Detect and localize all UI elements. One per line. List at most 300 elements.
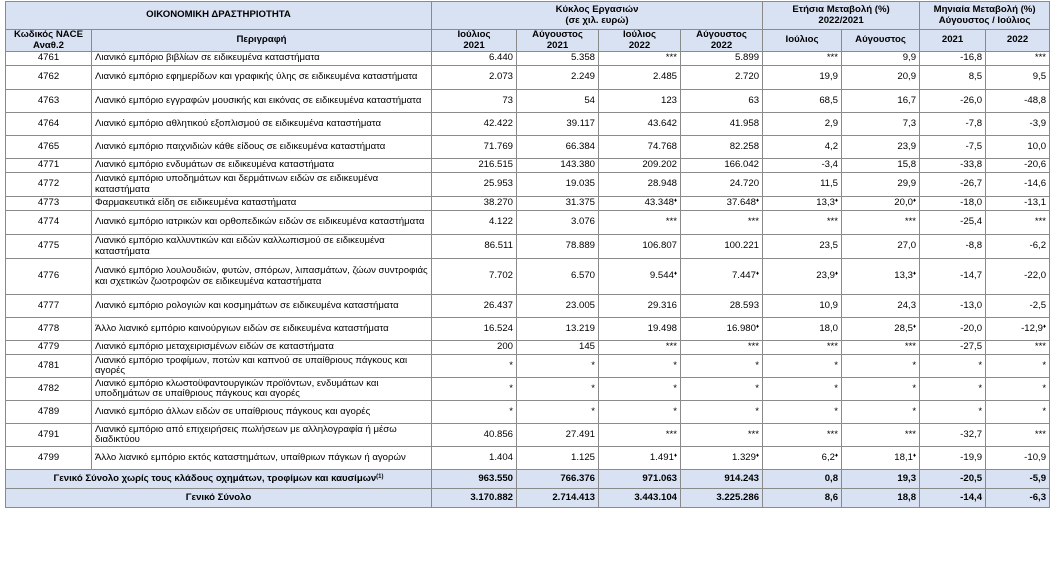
footnote-marker: ♦ (755, 271, 760, 278)
code-header-rev: Αναθ.2 (33, 39, 64, 51)
footnote-marker: (1) (376, 473, 384, 480)
table-row (6, 295, 1050, 318)
annual-change-jul-cell (763, 424, 842, 447)
jul-2021-cell-value: 16.524 (483, 322, 513, 334)
total-label-cell (6, 470, 432, 489)
annual-change-jul-cell-value: *** (826, 341, 839, 353)
jul-2022-cell (599, 113, 681, 136)
description-cell: Φαρμακευτικά είδη σε ειδικευμένα καταστήματα (92, 197, 432, 211)
col-jul-2021-month: Ιούλιος (457, 29, 491, 40)
annual-change-jul-cell (763, 447, 842, 470)
jul-2021-cell-value: * (509, 382, 513, 394)
jul-2021-cell (432, 113, 517, 136)
annual-change-jul-cell (763, 113, 842, 136)
total-ch_jul-cell: 8,6 (763, 489, 842, 508)
aug-2022-cell-value: 82.258 (729, 140, 760, 152)
description-cell: Λιανικό εμπόριο ρολογιών και κοσμημάτων σε ειδικευμένα καταστήματα (92, 295, 432, 318)
monthly-change-title: Μηνιαία Μεταβολή (%) (933, 4, 1036, 15)
annual-change-jul-cell-value: 68,5 (819, 94, 839, 106)
total-row (6, 470, 1050, 489)
col-aug-2022-month: Αύγουστος (696, 29, 747, 40)
monthly-change-2022-cell-value: *** (1034, 341, 1047, 353)
annual-change-jul-cell (763, 136, 842, 159)
monthly-change-2022-cell (986, 355, 1050, 378)
annual-change-aug-cell-value: 28,5 (894, 322, 913, 334)
aug-2022-cell (681, 401, 763, 424)
monthly-change-2022-cell (986, 424, 1050, 447)
jul-2021-cell-value: 86.511 (484, 240, 513, 252)
table-row (6, 259, 1050, 295)
total-jul21-cell: 3.170.882 (432, 489, 517, 508)
monthly-change-2021-cell (920, 341, 986, 355)
annual-change-jul-cell (763, 378, 842, 401)
aug-2021-cell-value: 3.076 (570, 216, 595, 228)
monthly-change-2022-cell-value: -48,8 (1024, 94, 1047, 106)
aug-2021-cell-value: 1.125 (570, 451, 595, 463)
annual-change-jul-cell-value: 23,9 (816, 270, 835, 282)
annual-change-aug-cell-value: 29,9 (897, 178, 917, 190)
aug-2022-cell-value: 1.329 (731, 451, 756, 463)
col-aug-2021 (517, 30, 599, 52)
description-cell: Λιανικό εμπόριο ιατρικών και ορθοπεδικών ειδών σε ειδικευμένα καταστήματα (92, 211, 432, 235)
aug-2022-cell-value: *** (747, 341, 760, 353)
aug-2022-cell (681, 424, 763, 447)
aug-2022-cell-value: 63 (748, 94, 760, 106)
jul-2021-cell-value: * (509, 405, 513, 417)
annual-change-aug-cell-value: *** (904, 341, 917, 353)
aug-2021-cell-value: 6.570 (570, 270, 595, 282)
aug-2021-cell-value: 54 (584, 94, 595, 106)
col-aug-2022-year: 2022 (710, 39, 733, 51)
monthly-change-2022-cell (986, 378, 1050, 401)
jul-2022-cell (599, 355, 681, 378)
annual-change-jul-cell (763, 259, 842, 295)
footnote-marker: ♦ (912, 198, 917, 205)
description-cell: Άλλο λιανικό εμπόριο καινούργιων ειδών σε ειδικευμένα καταστήματα (92, 318, 432, 341)
description-cell: Λιανικό εμπόριο τροφίμων, ποτών και καπνού σε υπαίθριους πάγκους και αγορές (92, 355, 432, 378)
total-jul22-cell: 3.443.104 (599, 489, 681, 508)
monthly-change-2021-cell-value: -8,8 (965, 240, 983, 252)
annual-change-aug-cell-value: 27,0 (897, 240, 917, 252)
monthly-change-2021-cell-value: -33,8 (960, 159, 983, 171)
jul-2021-cell-value: 200 (496, 341, 513, 353)
monthly-change-2022-cell-value: * (1042, 382, 1047, 394)
footnote-marker: ♦ (834, 271, 839, 278)
monthly-change-2021-cell (920, 318, 986, 341)
jul-2021-cell (432, 424, 517, 447)
annual-change-jul-cell-value: -3,4 (821, 159, 839, 171)
annual-change-jul-cell (763, 66, 842, 90)
aug-2021-cell-value: 19.035 (565, 178, 595, 190)
aug-2021-cell-value: 2.249 (570, 71, 595, 83)
aug-2021-cell (517, 136, 599, 159)
monthly-change-2022-cell-value: -3,9 (1029, 117, 1047, 129)
annual-change-jul-cell-value: 19,9 (819, 71, 839, 83)
total-jul21-cell: 963.550 (432, 470, 517, 489)
turnover-title: Κύκλος Εργασιών (555, 4, 639, 15)
aug-2022-cell-value: 28.593 (729, 299, 760, 311)
monthly-change-2021-cell (920, 235, 986, 259)
jul-2022-cell (599, 136, 681, 159)
total-label: Γενικό Σύνολο χωρίς τους κλάδους οχημάτων, τροφίμων και καυσίμων (53, 472, 377, 484)
aug-2021-cell-value: 13.219 (565, 322, 595, 334)
monthly-change-2021-cell (920, 355, 986, 378)
aug-2022-cell-value: 2.720 (735, 71, 760, 83)
jul-2022-cell-value: 19.498 (647, 322, 677, 334)
monthly-change-2022-cell-value: *** (1034, 428, 1047, 440)
total-aug22-cell: 3.225.286 (681, 489, 763, 508)
monthly-change-2022-cell-value: -12,9 (1021, 322, 1043, 334)
monthly-change-2021-cell (920, 159, 986, 173)
aug-2021-cell (517, 318, 599, 341)
monthly-change-2022-cell (986, 173, 1050, 197)
monthly-change-2021-cell-value: -16,8 (960, 52, 983, 64)
aug-2022-cell (681, 113, 763, 136)
nace-code-cell: 4789 (6, 401, 92, 424)
aug-2021-cell-value: 143.380 (560, 159, 595, 171)
nace-code-cell: 4763 (6, 90, 92, 113)
nace-code-cell: 4774 (6, 211, 92, 235)
nace-code-cell: 4764 (6, 113, 92, 136)
monthly-change-2021-cell-value: -14,7 (960, 270, 983, 282)
aug-2021-cell (517, 159, 599, 173)
aug-2022-cell-value: 41.958 (729, 117, 760, 129)
annual-change-aug-cell (842, 318, 920, 341)
jul-2022-cell-value: 9.544 (649, 270, 674, 282)
aug-2022-cell (681, 447, 763, 470)
monthly-change-2021-cell (920, 447, 986, 470)
monthly-change-2022-cell-value: * (1042, 405, 1047, 417)
annual-change-jul-cell (763, 211, 842, 235)
nace-code-cell: 4778 (6, 318, 92, 341)
annual-change-aug-cell-value: 18,1 (894, 451, 913, 463)
aug-2022-cell (681, 355, 763, 378)
code-header-label: Κωδικός NACE (13, 29, 84, 40)
header-row-2 (6, 30, 1050, 52)
monthly-change-2021-cell-value: 8,5 (968, 71, 983, 83)
monthly-change-header (920, 2, 1050, 30)
aug-2021-cell-value: 39.117 (566, 117, 595, 129)
jul-2022-cell-value: 28.948 (647, 178, 677, 190)
jul-2022-cell-value: *** (665, 52, 677, 64)
description-cell: Λιανικό εμπόριο κλωστοϋφαντουργικών προϊόντων, ενδυμάτων και υποδημάτων σε υπαίθριους πάγκους και αγορές (92, 378, 432, 401)
aug-2022-cell-value: * (755, 359, 760, 371)
table-row (6, 341, 1050, 355)
monthly-change-2022-cell-value: -13,1 (1024, 197, 1047, 209)
aug-2021-cell-value: * (591, 382, 595, 394)
jul-2022-cell (599, 173, 681, 197)
nace-code-cell: 4773 (6, 197, 92, 211)
annual-change-aug-cell-value: * (912, 382, 917, 394)
aug-2022-cell-value: 7.447 (731, 270, 756, 282)
header-row-1 (6, 2, 1050, 30)
nace-code-cell: 4779 (6, 341, 92, 355)
jul-2021-cell (432, 211, 517, 235)
jul-2022-cell-value: 1.491 (649, 451, 674, 463)
col-monthly-2021: 2021 (920, 30, 986, 52)
annual-change-jul-cell (763, 52, 842, 66)
total-m21-cell: -14,4 (920, 489, 986, 508)
jul-2022-cell-value: * (673, 382, 677, 394)
jul-2022-cell-value: * (673, 359, 677, 371)
annual-change-jul-cell-value: 23,5 (819, 240, 839, 252)
annual-change-period: 2022/2021 (818, 14, 864, 26)
aug-2022-cell-value: *** (747, 428, 760, 440)
jul-2021-cell-value: 26.437 (483, 299, 513, 311)
monthly-change-2021-cell-value: -7,5 (965, 140, 983, 152)
description-cell: Λιανικό εμπόριο βιβλίων σε ειδικευμένα καταστήματα (92, 52, 432, 66)
nace-code-cell: 4765 (6, 136, 92, 159)
aug-2021-cell (517, 52, 599, 66)
total-label-cell (6, 489, 432, 508)
footnote-marker: ♦ (912, 271, 917, 278)
description-cell: Λιανικό εμπόριο υποδημάτων και δερμάτινων ειδών σε ειδικευμένα καταστήματα (92, 173, 432, 197)
jul-2021-cell-value: 2.073 (488, 71, 513, 83)
jul-2021-cell-value: 216.515 (478, 159, 513, 171)
monthly-change-2021-cell-value: * (978, 359, 983, 371)
annual-change-aug-cell (842, 447, 920, 470)
annual-change-aug-cell (842, 197, 920, 211)
jul-2022-cell (599, 235, 681, 259)
jul-2021-cell-value: 71.769 (483, 140, 513, 152)
jul-2022-cell-value: 123 (660, 94, 677, 106)
jul-2021-cell-value: 7.702 (488, 270, 513, 282)
annual-change-aug-cell-value: *** (904, 428, 917, 440)
footnote-marker: ♦ (912, 323, 917, 330)
table-row (6, 90, 1050, 113)
nace-code-cell: 4781 (6, 355, 92, 378)
jul-2021-cell-value: 25.953 (483, 178, 513, 190)
total-label: Γενικό Σύνολο (185, 491, 252, 503)
jul-2021-cell (432, 378, 517, 401)
aug-2021-cell (517, 235, 599, 259)
monthly-change-2021-cell (920, 136, 986, 159)
footnote-marker: ♦ (755, 452, 760, 459)
aug-2022-cell (681, 295, 763, 318)
aug-2021-cell-value: 23.005 (565, 299, 595, 311)
annual-change-aug-cell (842, 90, 920, 113)
aug-2022-cell (681, 378, 763, 401)
annual-change-aug-cell (842, 136, 920, 159)
monthly-change-2022-cell-value: 10,0 (1027, 140, 1047, 152)
monthly-change-2021-cell-value: -13,0 (960, 299, 983, 311)
col-jul-2022 (599, 30, 681, 52)
monthly-change-2022-cell-value: 9,5 (1032, 71, 1047, 83)
jul-2021-cell-value: 73 (502, 94, 513, 106)
aug-2022-cell (681, 159, 763, 173)
monthly-change-2021-cell (920, 401, 986, 424)
jul-2021-cell-value: 40.856 (483, 428, 513, 440)
monthly-change-2022-cell (986, 66, 1050, 90)
monthly-change-2022-cell-value: -14,6 (1024, 178, 1047, 190)
jul-2021-cell (432, 318, 517, 341)
monthly-change-2021-cell-value: -25,4 (960, 216, 983, 228)
monthly-change-2022-cell-value: -2,5 (1029, 299, 1047, 311)
nace-code-cell: 4776 (6, 259, 92, 295)
footnote-marker: ♦ (673, 198, 677, 205)
monthly-change-2021-cell-value: -27,5 (960, 341, 983, 353)
monthly-change-2021-cell-value: -7,8 (965, 117, 983, 129)
jul-2022-cell-value: *** (665, 428, 677, 440)
jul-2021-cell (432, 341, 517, 355)
annual-change-aug-cell-value: 9,9 (902, 52, 917, 64)
monthly-change-2022-cell-value: *** (1034, 52, 1047, 64)
jul-2021-cell (432, 90, 517, 113)
nace-code-cell: 4761 (6, 52, 92, 66)
aug-2022-cell (681, 318, 763, 341)
table-row (6, 159, 1050, 173)
monthly-change-2021-cell-value: -32,7 (960, 428, 983, 440)
nace-code-cell: 4782 (6, 378, 92, 401)
annual-change-header (763, 2, 920, 30)
annual-change-aug-cell-value: 16,7 (897, 94, 917, 106)
monthly-change-2022-cell (986, 52, 1050, 66)
description-cell: Λιανικό εμπόριο παιχνιδιών κάθε είδους σε ειδικευμένα καταστήματα (92, 136, 432, 159)
jul-2022-cell-value: * (673, 405, 677, 417)
monthly-change-2021-cell (920, 378, 986, 401)
total-row (6, 489, 1050, 508)
description-cell: Λιανικό εμπόριο από επιχειρήσεις πωλήσεων με αλληλογραφία ή μέσω διαδικτύου (92, 424, 432, 447)
aug-2022-cell-value: * (755, 382, 760, 394)
description-cell: Λιανικό εμπόριο άλλων ειδών σε υπαίθριους πάγκους και αγορές (92, 401, 432, 424)
col-aug-2021-year: 2021 (546, 39, 569, 51)
jul-2021-cell-value: 4.122 (488, 216, 513, 228)
jul-2022-cell (599, 159, 681, 173)
monthly-change-2021-cell (920, 113, 986, 136)
table-row (6, 378, 1050, 401)
aug-2021-cell (517, 355, 599, 378)
total-aug21-cell: 2.714.413 (517, 489, 599, 508)
nace-code-cell: 4791 (6, 424, 92, 447)
annual-change-aug-cell (842, 52, 920, 66)
jul-2022-cell (599, 424, 681, 447)
aug-2022-cell (681, 259, 763, 295)
table-row (6, 113, 1050, 136)
jul-2022-cell (599, 318, 681, 341)
annual-change-aug-cell (842, 341, 920, 355)
aug-2021-cell (517, 259, 599, 295)
monthly-change-2022-cell (986, 318, 1050, 341)
aug-2021-cell (517, 401, 599, 424)
annual-change-jul-cell (763, 90, 842, 113)
total-ch_aug-cell: 19,3 (842, 470, 920, 489)
aug-2021-cell-value: * (591, 359, 595, 371)
description-cell: Άλλο λιανικό εμπόριο εκτός καταστημάτων, υπαίθριων πάγκων ή αγορών (92, 447, 432, 470)
jul-2022-cell (599, 52, 681, 66)
monthly-change-2021-cell (920, 211, 986, 235)
monthly-change-2021-cell (920, 52, 986, 66)
aug-2022-cell-value: 5.899 (735, 52, 760, 64)
annual-change-aug-cell-value: * (912, 405, 917, 417)
annual-change-jul-cell (763, 173, 842, 197)
annual-change-jul-cell-value: *** (826, 216, 839, 228)
annual-change-jul-cell (763, 401, 842, 424)
annual-change-aug-cell (842, 295, 920, 318)
col-jul-2021 (432, 30, 517, 52)
aug-2021-cell-value: 27.491 (565, 428, 595, 440)
jul-2022-cell (599, 66, 681, 90)
annual-change-jul-cell-value: 10,9 (819, 299, 839, 311)
annual-change-jul-cell (763, 197, 842, 211)
footnote-marker: ♦ (834, 198, 839, 205)
aug-2021-cell (517, 295, 599, 318)
monthly-change-2022-cell-value: *** (1034, 216, 1047, 228)
footnote-marker: ♦ (673, 452, 677, 459)
jul-2021-cell (432, 173, 517, 197)
annual-change-aug-cell (842, 424, 920, 447)
col-monthly-2022: 2022 (986, 30, 1050, 52)
description-header: Περιγραφή (92, 30, 432, 52)
annual-change-aug-cell (842, 235, 920, 259)
jul-2021-cell (432, 136, 517, 159)
monthly-change-2022-cell (986, 259, 1050, 295)
aug-2021-cell-value: * (591, 405, 595, 417)
annual-change-aug-cell (842, 173, 920, 197)
monthly-change-2022-cell (986, 211, 1050, 235)
jul-2022-cell (599, 341, 681, 355)
code-header (6, 30, 92, 52)
total-aug21-cell: 766.376 (517, 470, 599, 489)
jul-2022-cell (599, 211, 681, 235)
annual-change-jul-cell-value: * (834, 405, 839, 417)
annual-change-aug-cell-value: 7,3 (902, 117, 917, 129)
jul-2021-cell (432, 401, 517, 424)
jul-2021-cell (432, 197, 517, 211)
jul-2021-cell (432, 52, 517, 66)
footnote-marker: ♦ (755, 323, 760, 330)
aug-2022-cell (681, 235, 763, 259)
annual-change-aug-cell (842, 378, 920, 401)
nace-code-cell: 4777 (6, 295, 92, 318)
annual-change-aug-cell (842, 259, 920, 295)
monthly-change-2022-cell (986, 341, 1050, 355)
monthly-change-2021-cell-value: * (978, 405, 983, 417)
footnote-marker: ♦ (834, 452, 839, 459)
aug-2022-cell-value: 37.648 (726, 197, 756, 209)
aug-2021-cell (517, 341, 599, 355)
annual-change-aug-cell (842, 211, 920, 235)
annual-change-jul-cell (763, 341, 842, 355)
monthly-change-2021-cell (920, 173, 986, 197)
monthly-change-2022-cell (986, 197, 1050, 211)
monthly-change-2021-cell (920, 197, 986, 211)
annual-change-jul-cell-value: 18,0 (819, 322, 839, 334)
jul-2022-cell-value: 74.768 (647, 140, 677, 152)
jul-2021-cell (432, 159, 517, 173)
annual-change-aug-cell-value: 24,3 (897, 299, 917, 311)
footnote-marker: ♦ (912, 452, 917, 459)
jul-2022-cell-value: *** (665, 216, 677, 228)
monthly-change-2022-cell-value: -6,2 (1029, 240, 1047, 252)
jul-2022-cell (599, 259, 681, 295)
annual-change-aug-cell (842, 401, 920, 424)
annual-change-aug-cell-value: 23,9 (897, 140, 917, 152)
description-cell: Λιανικό εμπόριο ενδυμάτων σε ειδικευμένα καταστήματα (92, 159, 432, 173)
monthly-change-2022-cell-value: * (1042, 359, 1047, 371)
total-aug22-cell: 914.243 (681, 470, 763, 489)
annual-change-jul-cell-value: * (834, 359, 839, 371)
monthly-change-2021-cell (920, 259, 986, 295)
annual-change-aug-cell-value: 20,0 (894, 197, 913, 209)
aug-2022-cell-value: 24.720 (729, 178, 760, 190)
total-m22-cell: -6,3 (986, 489, 1050, 508)
turnover-table (5, 1, 1050, 508)
table-row (6, 173, 1050, 197)
annual-change-jul-cell-value: 4,2 (824, 140, 839, 152)
jul-2022-cell-value: 209.202 (642, 159, 677, 171)
aug-2022-cell (681, 197, 763, 211)
aug-2022-cell (681, 341, 763, 355)
